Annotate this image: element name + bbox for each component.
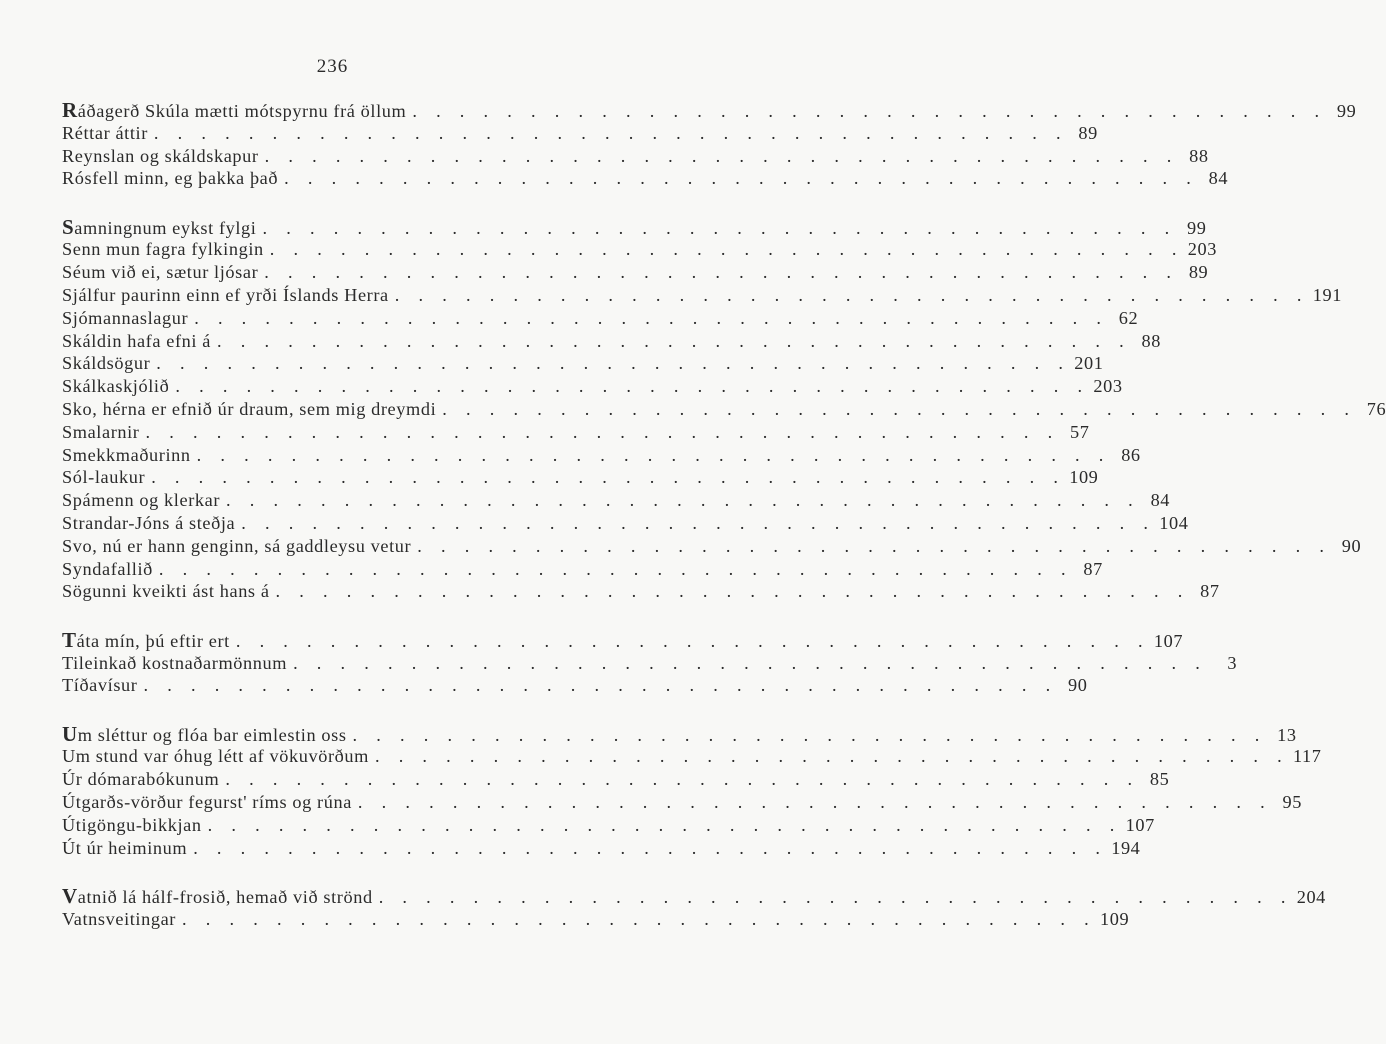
entry-title: Sól-laukur bbox=[62, 467, 146, 488]
dot-leader: . . . . . . . . . . . . . . . . . . . . . . . . . . . . . . . . . . . . . . . bbox=[412, 101, 1327, 121]
dot-leader: . . . . . . . . . . . . . . . . . . . . . . . . . . . . . . . . . . . . . . . bbox=[241, 513, 1156, 534]
index-entry bbox=[62, 330, 1161, 353]
entry-title: Um sléttur og flóa bar eimlestin oss bbox=[62, 721, 347, 746]
index-entry bbox=[62, 122, 1098, 145]
dot-leader: . . . . . . . . . . . . . . . . . . . . . . . . . . . . . . . . . . . . . . . bbox=[225, 769, 1140, 790]
entry-title: Rósfell minn, eg þakka það bbox=[62, 168, 279, 189]
entry-title: Út úr heiminum bbox=[62, 837, 188, 858]
dot-leader: . . . . . . . . . . . . . . . . . . . . . . . . . . . . . . . . . . . . . . . bbox=[264, 262, 1179, 283]
index-entry bbox=[62, 627, 1184, 652]
entry-title: Tíðavísur bbox=[62, 675, 138, 696]
index-entry bbox=[62, 558, 1103, 581]
entry-page-number: 87 bbox=[1083, 558, 1103, 579]
index-group bbox=[62, 883, 1326, 931]
entry-page-number: 109 bbox=[1100, 908, 1130, 929]
index-entry bbox=[62, 261, 1209, 284]
index-group bbox=[62, 214, 1386, 604]
index-group bbox=[62, 721, 1322, 860]
dot-leader: . . . . . . . . . . . . . . . . . . . . . . . . . . . . . . . . . . . . . . . bbox=[394, 285, 1309, 306]
entry-title: Skáldin hafa efni á bbox=[62, 330, 211, 351]
index-entry bbox=[62, 652, 1238, 675]
entry-page-number: 76 bbox=[1366, 399, 1386, 420]
index-entry bbox=[62, 721, 1297, 746]
entry-title: Ráðagerð Skúla mætti mótspyrnu frá öllum bbox=[62, 98, 407, 122]
index-entry bbox=[62, 512, 1189, 535]
entry-title: Um stund var óhug létt af vökuvörðum bbox=[62, 746, 369, 767]
index-entry bbox=[62, 307, 1139, 330]
dot-leader: . . . . . . . . . . . . . . . . . . . . . . . . . . . . . . . . . . . . . . . bbox=[182, 908, 1097, 929]
index-entry bbox=[62, 398, 1386, 421]
entry-title: Sjálfur paurinn einn ef yrði Íslands Herra bbox=[62, 285, 389, 306]
entry-title: Syndafallið bbox=[62, 558, 153, 579]
entry-page-number: 86 bbox=[1121, 444, 1141, 465]
entry-page-number: 84 bbox=[1208, 168, 1229, 189]
index-entry bbox=[62, 814, 1155, 837]
index-entry bbox=[62, 883, 1326, 908]
entry-title: Sögunni kveikti ást hans á bbox=[62, 581, 270, 602]
page-number: 236 bbox=[316, 56, 349, 77]
index-entry bbox=[62, 238, 1217, 261]
index-entry bbox=[62, 167, 1229, 190]
entry-page-number: 203 bbox=[1093, 376, 1123, 397]
entry-page-number: 99 bbox=[1336, 101, 1357, 121]
entry-page-number: 90 bbox=[1341, 535, 1362, 556]
index-group bbox=[62, 98, 1357, 190]
entry-title: Samningnum eykst fylgi bbox=[62, 214, 257, 239]
dot-leader: . . . . . . . . . . . . . . . . . . . . . . . . . . . . . . . . . . . . . . . bbox=[158, 558, 1073, 579]
dot-leader: . . . . . . . . . . . . . . . . . . . . . . . . . . . . . . . . . . . . . . . bbox=[284, 168, 1199, 189]
entry-title: Réttar áttir bbox=[62, 122, 148, 143]
dot-leader: . . . . . . . . . . . . . . . . . . . . . . . . . . . . . . . . . . . . . . . bbox=[269, 239, 1184, 260]
dot-leader: . . . . . . . . . . . . . . . . . . . . . . . . . . . . . . . . . . . . . . . bbox=[352, 724, 1267, 745]
entry-title: Reynslan og skáldskapur bbox=[62, 145, 259, 166]
dot-leader: . . . . . . . . . . . . . . . . . . . . . . . . . . . . . . . . . . . . . . . bbox=[156, 353, 1071, 374]
entry-title: Svo, nú er hann genginn, sá gaddleysu vetur bbox=[62, 535, 412, 556]
entry-page-number: 89 bbox=[1188, 262, 1209, 283]
entry-title: Smekkmaðurinn bbox=[62, 444, 191, 465]
index-entry bbox=[62, 837, 1141, 860]
index-entry bbox=[62, 466, 1099, 489]
entry-page-number: 191 bbox=[1312, 285, 1342, 306]
index-entry bbox=[62, 284, 1342, 307]
dot-leader: . . . . . . . . . . . . . . . . . . . . . . . . . . . . . . . . . . . . . . . bbox=[264, 145, 1179, 166]
entry-title: Smalarnir bbox=[62, 421, 140, 442]
entry-title: Útigöngu-bikkjan bbox=[62, 814, 202, 835]
entry-title: Táta mín, þú eftir ert bbox=[62, 627, 230, 652]
entry-page-number: 201 bbox=[1074, 353, 1104, 374]
dot-leader: . . . . . . . . . . . . . . . . . . . . . . . . . . . . . . . . . . . . . . . bbox=[175, 376, 1090, 397]
index-entry bbox=[62, 674, 1088, 697]
entry-page-number: 107 bbox=[1153, 630, 1184, 651]
index-entry bbox=[62, 745, 1322, 768]
entry-page-number: 117 bbox=[1292, 746, 1322, 767]
entry-page-number: 13 bbox=[1277, 724, 1297, 745]
dot-leader: . . . . . . . . . . . . . . . . . . . . . . . . . . . . . . . . . . . . . . . bbox=[262, 217, 1177, 238]
index-list bbox=[62, 98, 1386, 931]
entry-page-number: 104 bbox=[1159, 513, 1189, 534]
index-entry bbox=[62, 421, 1090, 444]
index-entry bbox=[62, 908, 1130, 931]
index-entry bbox=[62, 145, 1209, 168]
dot-leader: . . . . . . . . . . . . . . . . . . . . . . . . . . . . . . . . . . . . . . . bbox=[151, 467, 1066, 488]
dot-leader: . . . . . . . . . . . . . . . . . . . . . . . . . . . . . . . . . . . . . . . bbox=[207, 814, 1122, 835]
index-entry bbox=[62, 580, 1220, 603]
entry-page-number: 62 bbox=[1118, 307, 1139, 328]
entry-page-number: 203 bbox=[1187, 239, 1217, 260]
dot-leader: . . . . . . . . . . . . . . . . . . . . . . . . . . . . . . . . . . . . . . . bbox=[417, 535, 1332, 556]
dot-leader: . . . . . . . . . . . . . . . . . . . . . . . . . . . . . . . . . . . . . . . bbox=[442, 399, 1357, 420]
entry-title: Skálkaskjólið bbox=[62, 376, 170, 397]
entry-title: Vatnsveitingar bbox=[62, 908, 176, 929]
entry-title: Skáldsögur bbox=[62, 353, 151, 374]
entry-page-number: 84 bbox=[1150, 490, 1171, 511]
entry-title: Vatnið lá hálf-frosið, hemað við strönd bbox=[62, 883, 373, 908]
index-entry bbox=[62, 768, 1170, 791]
entry-title: Spámenn og klerkar bbox=[62, 490, 221, 511]
dot-leader: . . . . . . . . . . . . . . . . . . . . . . . . . . . . . . . . . . . . . . . bbox=[196, 444, 1111, 465]
index-entry bbox=[62, 352, 1104, 375]
dot-leader: . . . . . . . . . . . . . . . . . . . . . . . . . . . . . . . . . . . . . . . bbox=[226, 490, 1141, 511]
entry-title: Útgarðs-vörður fegurst' ríms og rúna bbox=[62, 792, 352, 813]
index-entry bbox=[62, 214, 1207, 239]
entry-title: Úr dómarabókunum bbox=[62, 769, 220, 790]
entry-page-number: 85 bbox=[1149, 769, 1170, 790]
index-entry bbox=[62, 791, 1302, 814]
index-entry bbox=[62, 375, 1123, 398]
entry-title: Strandar-Jóns á steðja bbox=[62, 513, 236, 534]
entry-page-number: 99 bbox=[1187, 217, 1207, 238]
entry-page-number: 90 bbox=[1068, 675, 1088, 696]
index-entry bbox=[62, 489, 1171, 512]
index-entry bbox=[62, 98, 1357, 122]
entry-page-number: 3 bbox=[1227, 652, 1238, 673]
entry-page-number: 57 bbox=[1070, 421, 1090, 442]
dot-leader: . . . . . . . . . . . . . . . . . . . . . . . . . . . . . . . . . . . . . . . bbox=[194, 307, 1109, 328]
index-group bbox=[62, 627, 1238, 697]
entry-page-number: 109 bbox=[1069, 467, 1099, 488]
entry-page-number: 194 bbox=[1111, 837, 1141, 858]
index-entry bbox=[62, 535, 1362, 558]
entry-title: Sjómannaslagur bbox=[62, 307, 189, 328]
dot-leader: . . . . . . . . . . . . . . . . . . . . . . . . . . . . . . . . . . . . . . . bbox=[357, 792, 1272, 813]
dot-leader: . . . . . . . . . . . . . . . . . . . . . . . . . . . . . . . . . . . . . . . bbox=[275, 581, 1190, 602]
entry-page-number: 88 bbox=[1141, 330, 1161, 351]
dot-leader: . . . . . . . . . . . . . . . . . . . . . . . . . . . . . . . . . . . . . . . bbox=[153, 122, 1068, 143]
index-entry bbox=[62, 444, 1141, 467]
entry-title: Tileinkað kostnaðarmönnum bbox=[62, 652, 288, 673]
entry-title: Sko, hérna er efnið úr draum, sem mig dreymdi bbox=[62, 399, 437, 420]
entry-page-number: 107 bbox=[1125, 814, 1155, 835]
dot-leader: . . . . . . . . . . . . . . . . . . . . . . . . . . . . . . . . . . . . . . . bbox=[374, 746, 1289, 767]
dot-leader: . . . . . . . . . . . . . . . . . . . . . . . . . . . . . . . . . . . . . . . bbox=[378, 886, 1293, 907]
entry-page-number: 88 bbox=[1189, 145, 1209, 166]
entry-title: Séum við ei, sætur ljósar bbox=[62, 262, 259, 283]
dot-leader: . . . . . . . . . . . . . . . . . . . . . . . . . . . . . . . . . . . . . . . bbox=[143, 675, 1058, 696]
entry-title: Senn mun fagra fylkingin bbox=[62, 239, 264, 260]
entry-page-number: 87 bbox=[1200, 581, 1220, 602]
dot-leader: . . . . . . . . . . . . . . . . . . . . . . . . . . . . . . . . . . . . . . . bbox=[235, 630, 1150, 651]
entry-page-number: 204 bbox=[1296, 886, 1326, 907]
dot-leader: . . . . . . . . . . . . . . . . . . . . . . . . . . . . . . . . . . . . . . . bbox=[193, 837, 1108, 858]
dot-leader: . . . . . . . . . . . . . . . . . . . . . . . . . . . . . . . . . . . . . . . bbox=[145, 421, 1060, 442]
entry-page-number: 89 bbox=[1078, 122, 1098, 143]
dot-leader: . . . . . . . . . . . . . . . . . . . . . . . . . . . . . . . . . . . . . . . bbox=[216, 330, 1131, 351]
entry-page-number: 95 bbox=[1282, 792, 1302, 813]
dot-leader: . . . . . . . . . . . . . . . . . . . . . . . . . . . . . . . . . . . . . . . bbox=[293, 652, 1208, 673]
